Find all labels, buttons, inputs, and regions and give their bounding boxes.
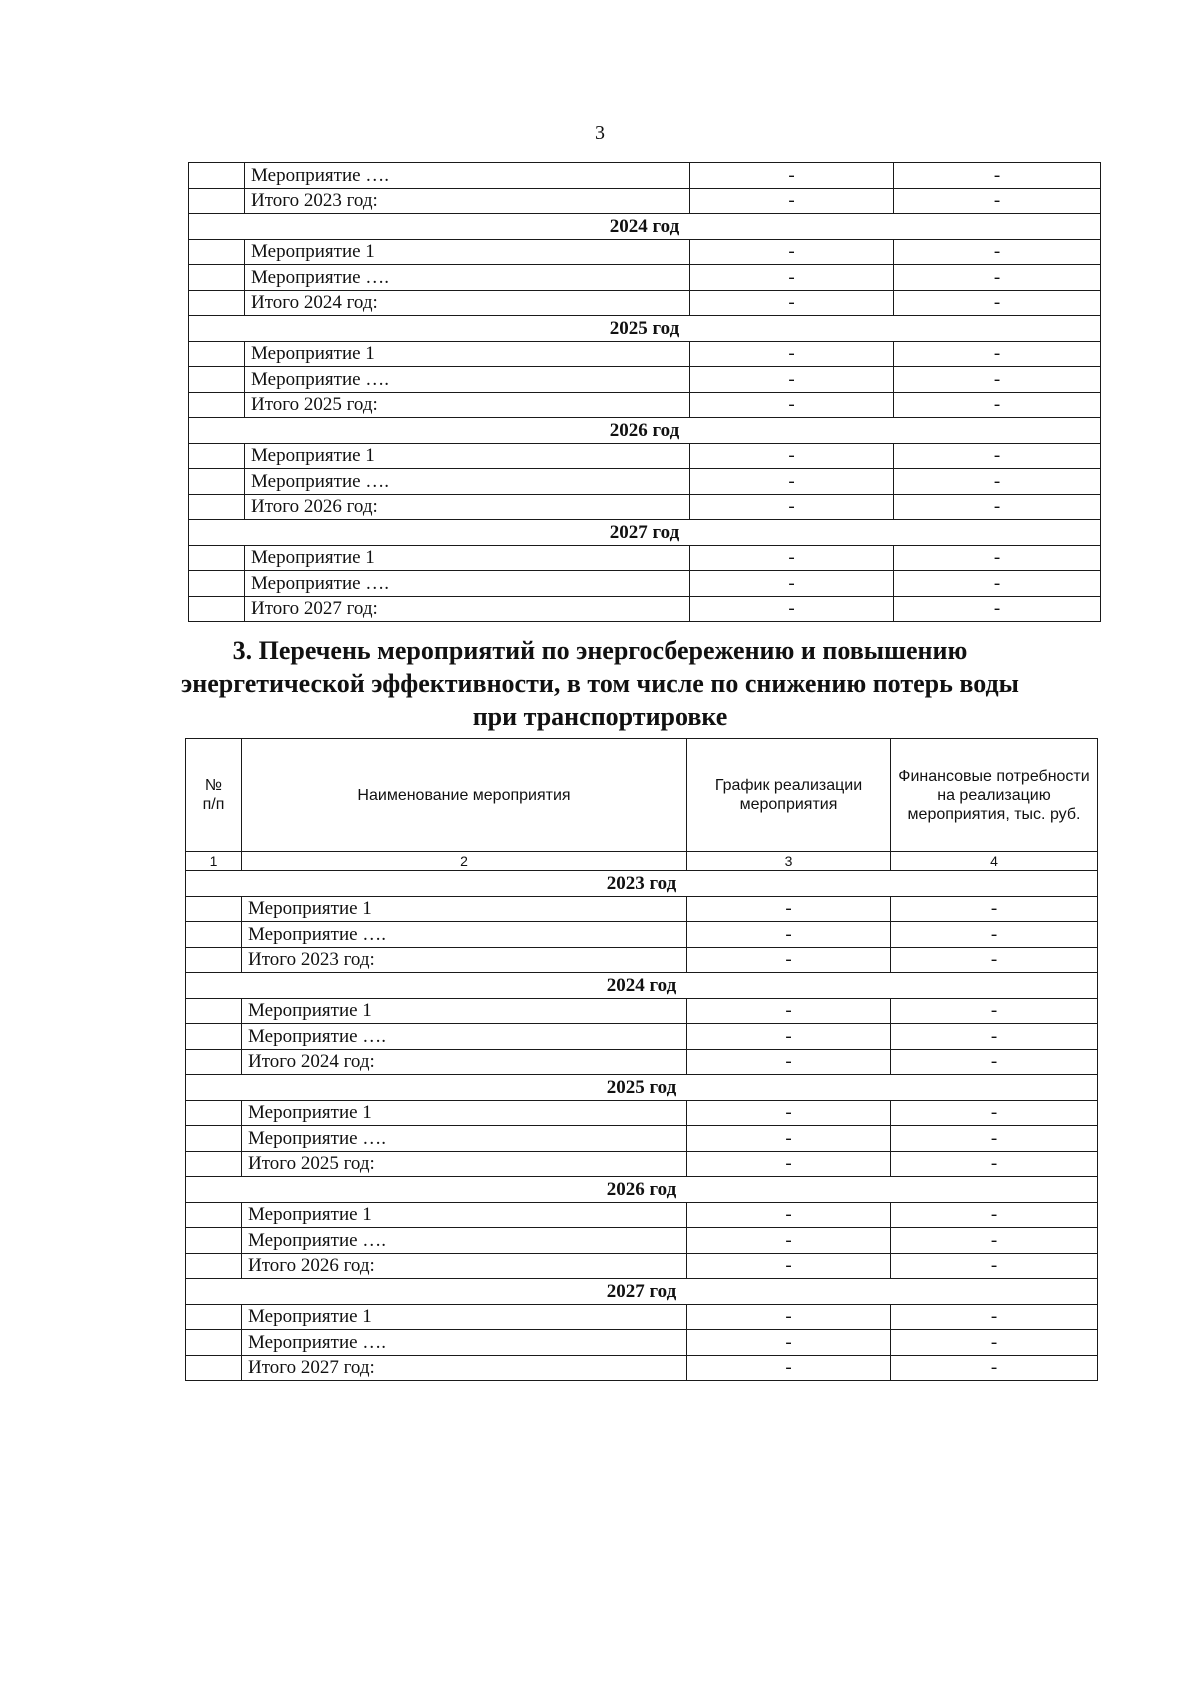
total-row bbox=[189, 392, 1101, 418]
row-number-cell bbox=[189, 596, 245, 622]
measure-row bbox=[186, 1202, 1098, 1228]
schedule-cell: - bbox=[687, 1330, 891, 1356]
section-3-title-line: при транспортировке bbox=[472, 702, 728, 731]
financing-cell: - bbox=[894, 367, 1101, 393]
year-row bbox=[189, 418, 1101, 444]
measure-row bbox=[189, 239, 1101, 265]
financing-cell: - bbox=[891, 1049, 1098, 1075]
schedule-cell: - bbox=[690, 367, 894, 393]
year-heading: 2027 год bbox=[186, 1279, 1098, 1305]
financing-cell: - bbox=[891, 896, 1098, 922]
row-number-cell bbox=[189, 494, 245, 520]
schedule-cell: - bbox=[690, 290, 894, 316]
measure-row bbox=[186, 896, 1098, 922]
row-number-cell bbox=[189, 239, 245, 265]
measure-name: Мероприятие …. bbox=[242, 1024, 687, 1050]
measure-row bbox=[189, 571, 1101, 597]
row-number-cell bbox=[186, 1202, 242, 1228]
year-heading: 2025 год bbox=[186, 1075, 1098, 1101]
section-3-title-line: энергетической эффективности, в том числе по снижению потерь воды bbox=[181, 669, 1019, 698]
measure-row bbox=[186, 922, 1098, 948]
schedule-cell: - bbox=[690, 163, 894, 189]
total-label: Итого 2025 год: bbox=[242, 1151, 687, 1177]
row-number-cell bbox=[189, 469, 245, 495]
row-number-cell bbox=[189, 392, 245, 418]
year-heading: 2026 год bbox=[186, 1177, 1098, 1203]
row-number-cell bbox=[186, 896, 242, 922]
column-number: 4 bbox=[891, 852, 1098, 871]
financing-cell: - bbox=[894, 290, 1101, 316]
measure-row bbox=[186, 998, 1098, 1024]
measure-name: Мероприятие 1 bbox=[245, 545, 690, 571]
measure-name: Мероприятие 1 bbox=[245, 443, 690, 469]
total-row bbox=[189, 188, 1101, 214]
schedule-cell: - bbox=[690, 494, 894, 520]
measure-name: Мероприятие …. bbox=[242, 922, 687, 948]
year-heading: 2025 год bbox=[189, 316, 1101, 342]
page-number: 3 bbox=[595, 122, 605, 144]
row-number-cell bbox=[189, 545, 245, 571]
row-number-cell bbox=[186, 1253, 242, 1279]
header-schedule: График реализации мероприятия bbox=[687, 739, 891, 852]
schedule-cell: - bbox=[687, 1049, 891, 1075]
measure-name: Мероприятие …. bbox=[245, 469, 690, 495]
year-heading: 2024 год bbox=[186, 973, 1098, 999]
measure-name: Мероприятие …. bbox=[242, 1126, 687, 1152]
measure-row bbox=[189, 367, 1101, 393]
column-number: 3 bbox=[687, 852, 891, 871]
row-number-cell bbox=[186, 1049, 242, 1075]
year-row bbox=[186, 973, 1098, 999]
column-number: 1 bbox=[186, 852, 242, 871]
total-label: Итого 2026 год: bbox=[242, 1253, 687, 1279]
year-heading: 2024 год bbox=[189, 214, 1101, 240]
measure-row bbox=[186, 1024, 1098, 1050]
total-label: Итого 2024 год: bbox=[242, 1049, 687, 1075]
total-label: Итого 2027 год: bbox=[245, 596, 690, 622]
measure-name: Мероприятие …. bbox=[245, 571, 690, 597]
year-heading: 2026 год bbox=[189, 418, 1101, 444]
measure-row bbox=[189, 443, 1101, 469]
schedule-cell: - bbox=[687, 998, 891, 1024]
schedule-cell: - bbox=[687, 947, 891, 973]
column-number: 2 bbox=[242, 852, 687, 871]
schedule-cell: - bbox=[690, 596, 894, 622]
total-row bbox=[189, 596, 1101, 622]
financing-cell: - bbox=[894, 239, 1101, 265]
financing-cell: - bbox=[894, 494, 1101, 520]
year-row bbox=[189, 520, 1101, 546]
measure-name: Мероприятие …. bbox=[245, 367, 690, 393]
row-number-cell bbox=[186, 947, 242, 973]
row-number-cell bbox=[189, 188, 245, 214]
row-number-cell bbox=[186, 998, 242, 1024]
measure-row bbox=[189, 265, 1101, 291]
financing-cell: - bbox=[891, 1253, 1098, 1279]
year-heading: 2027 год bbox=[189, 520, 1101, 546]
measure-row bbox=[186, 1100, 1098, 1126]
financing-cell: - bbox=[891, 1330, 1098, 1356]
measure-name: Мероприятие 1 bbox=[242, 1202, 687, 1228]
financing-cell: - bbox=[894, 545, 1101, 571]
measure-name: Мероприятие 1 bbox=[242, 1100, 687, 1126]
financing-cell: - bbox=[891, 1100, 1098, 1126]
schedule-cell: - bbox=[690, 341, 894, 367]
total-row bbox=[186, 1049, 1098, 1075]
row-number-cell bbox=[186, 1228, 242, 1254]
total-row bbox=[186, 947, 1098, 973]
measure-name: Мероприятие 1 bbox=[245, 239, 690, 265]
header-financing: Финансовые потребности на реализацию мероприятия, тыс. руб. bbox=[891, 739, 1098, 852]
total-row bbox=[189, 290, 1101, 316]
schedule-cell: - bbox=[690, 443, 894, 469]
financing-cell: - bbox=[891, 922, 1098, 948]
measure-name: Мероприятие …. bbox=[245, 265, 690, 291]
financing-cell: - bbox=[894, 443, 1101, 469]
energy-saving-measures-table bbox=[185, 738, 1098, 1381]
financing-cell: - bbox=[891, 1304, 1098, 1330]
row-number-cell bbox=[189, 290, 245, 316]
schedule-cell: - bbox=[687, 1253, 891, 1279]
measures-table-continued bbox=[188, 162, 1101, 622]
measure-name: Мероприятие 1 bbox=[242, 896, 687, 922]
measure-name: Мероприятие …. bbox=[242, 1330, 687, 1356]
financing-cell: - bbox=[891, 1355, 1098, 1381]
year-row bbox=[186, 1075, 1098, 1101]
measure-name: Мероприятие 1 bbox=[242, 1304, 687, 1330]
header-measure-name: Наименование мероприятия bbox=[242, 739, 687, 852]
financing-cell: - bbox=[891, 1228, 1098, 1254]
total-label: Итого 2026 год: bbox=[245, 494, 690, 520]
schedule-cell: - bbox=[687, 1355, 891, 1381]
row-number-cell bbox=[189, 367, 245, 393]
schedule-cell: - bbox=[690, 239, 894, 265]
year-row bbox=[186, 871, 1098, 897]
financing-cell: - bbox=[891, 1151, 1098, 1177]
total-row bbox=[186, 1253, 1098, 1279]
row-number-cell bbox=[186, 922, 242, 948]
row-number-cell bbox=[189, 341, 245, 367]
measure-row bbox=[189, 469, 1101, 495]
measure-row bbox=[189, 341, 1101, 367]
table-header-row bbox=[186, 739, 1098, 852]
schedule-cell: - bbox=[687, 1304, 891, 1330]
schedule-cell: - bbox=[687, 1100, 891, 1126]
schedule-cell: - bbox=[690, 265, 894, 291]
measure-name: Мероприятие 1 bbox=[242, 998, 687, 1024]
financing-cell: - bbox=[894, 596, 1101, 622]
measure-row bbox=[189, 163, 1101, 189]
schedule-cell: - bbox=[690, 188, 894, 214]
schedule-cell: - bbox=[690, 469, 894, 495]
row-number-cell bbox=[186, 1330, 242, 1356]
measure-name: Мероприятие 1 bbox=[245, 341, 690, 367]
financing-cell: - bbox=[894, 188, 1101, 214]
total-label: Итого 2023 год: bbox=[242, 947, 687, 973]
row-number-cell bbox=[189, 265, 245, 291]
schedule-cell: - bbox=[690, 392, 894, 418]
financing-cell: - bbox=[894, 392, 1101, 418]
financing-cell: - bbox=[894, 341, 1101, 367]
section-3-title bbox=[100, 634, 1100, 733]
financing-cell: - bbox=[891, 1202, 1098, 1228]
measure-row bbox=[186, 1228, 1098, 1254]
year-row bbox=[186, 1177, 1098, 1203]
financing-cell: - bbox=[894, 265, 1101, 291]
row-number-cell bbox=[186, 1355, 242, 1381]
financing-cell: - bbox=[894, 469, 1101, 495]
measure-row bbox=[186, 1126, 1098, 1152]
schedule-cell: - bbox=[690, 545, 894, 571]
energy-saving-measures-body bbox=[186, 871, 1098, 1381]
measure-row bbox=[186, 1304, 1098, 1330]
schedule-cell: - bbox=[687, 1151, 891, 1177]
section-3-title-line: 3. Перечень мероприятий по энергосбережению и повышению bbox=[232, 636, 968, 665]
financing-cell: - bbox=[894, 163, 1101, 189]
year-row bbox=[189, 316, 1101, 342]
schedule-cell: - bbox=[687, 1228, 891, 1254]
total-label: Итого 2025 год: bbox=[245, 392, 690, 418]
financing-cell: - bbox=[891, 998, 1098, 1024]
year-row bbox=[189, 214, 1101, 240]
financing-cell: - bbox=[891, 947, 1098, 973]
measure-row bbox=[186, 1330, 1098, 1356]
row-number-cell bbox=[189, 443, 245, 469]
schedule-cell: - bbox=[687, 1126, 891, 1152]
schedule-cell: - bbox=[687, 896, 891, 922]
total-label: Итого 2027 год: bbox=[242, 1355, 687, 1381]
total-row bbox=[189, 494, 1101, 520]
total-label: Итого 2023 год: bbox=[245, 188, 690, 214]
year-row bbox=[186, 1279, 1098, 1305]
measure-name: Мероприятие …. bbox=[245, 163, 690, 189]
row-number-cell bbox=[186, 1024, 242, 1050]
column-numbers-row bbox=[186, 852, 1098, 871]
financing-cell: - bbox=[891, 1126, 1098, 1152]
row-number-cell bbox=[186, 1151, 242, 1177]
row-number-cell bbox=[189, 163, 245, 189]
row-number-cell bbox=[186, 1126, 242, 1152]
measure-name: Мероприятие …. bbox=[242, 1228, 687, 1254]
schedule-cell: - bbox=[687, 1024, 891, 1050]
schedule-cell: - bbox=[690, 571, 894, 597]
schedule-cell: - bbox=[687, 1202, 891, 1228]
total-label: Итого 2024 год: bbox=[245, 290, 690, 316]
schedule-cell: - bbox=[687, 922, 891, 948]
row-number-cell bbox=[189, 571, 245, 597]
financing-cell: - bbox=[891, 1024, 1098, 1050]
year-heading: 2023 год bbox=[186, 871, 1098, 897]
measure-row bbox=[189, 545, 1101, 571]
measures-table-continued-body bbox=[189, 163, 1101, 622]
total-row bbox=[186, 1151, 1098, 1177]
financing-cell: - bbox=[894, 571, 1101, 597]
row-number-cell bbox=[186, 1304, 242, 1330]
header-number: № п/п bbox=[186, 739, 242, 852]
total-row bbox=[186, 1355, 1098, 1381]
row-number-cell bbox=[186, 1100, 242, 1126]
